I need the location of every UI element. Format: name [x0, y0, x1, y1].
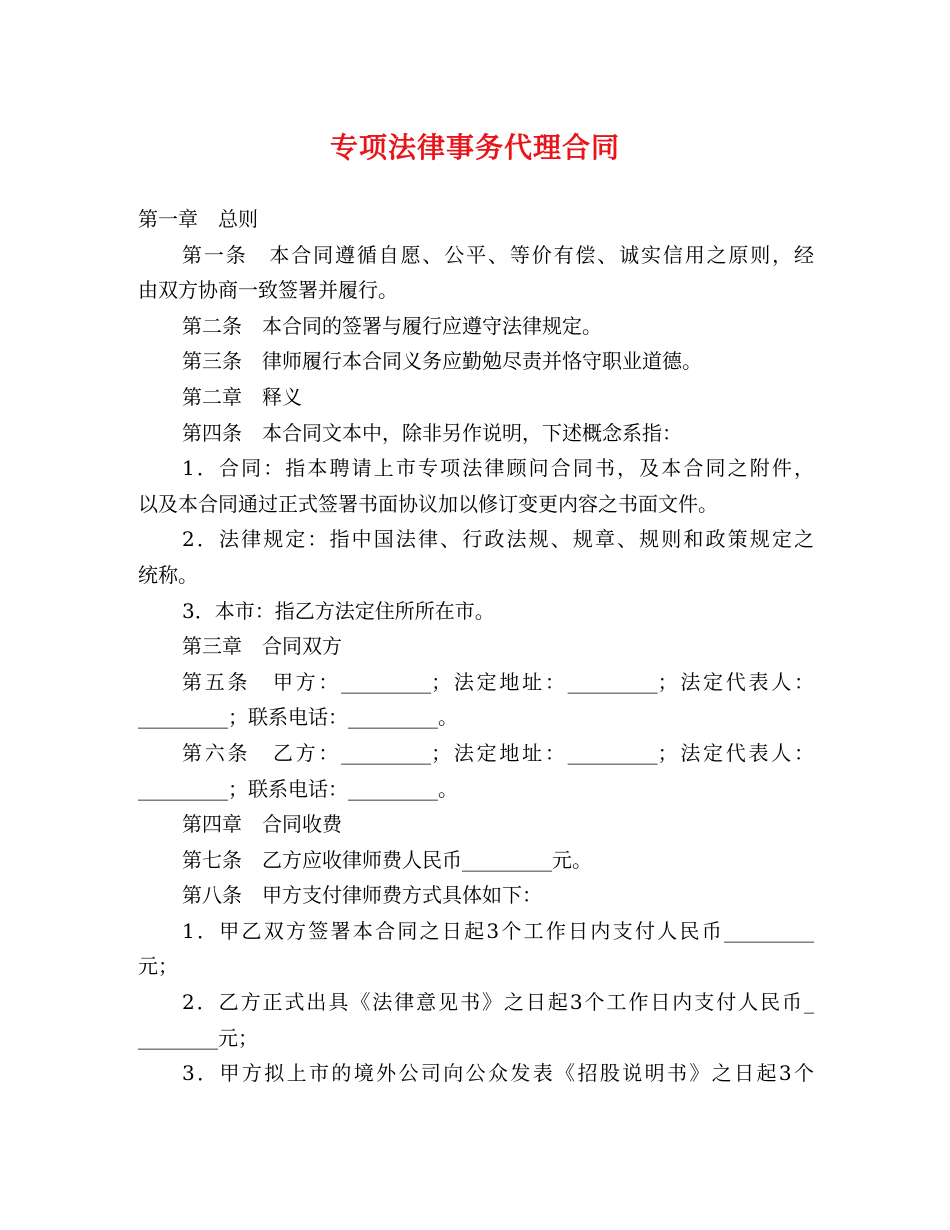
article-paragraph-line: 第一条 本合同遵循自愿、公平、等价有偿、诚实信用之原则，经: [182, 242, 814, 267]
document-body: [138, 202, 814, 1092]
document-title: 专项法律事务代理合同: [329, 131, 620, 164]
definition-paragraph-line: 1．合同：指本聘请上市专项法律顾问合同书，及本合同之附件，: [182, 456, 814, 481]
chapter-heading: 第二章 释义: [182, 384, 302, 409]
article-paragraph-line: 由双方协商一致签署并履行。: [138, 278, 398, 303]
party-b-line: 第六条 乙方：_________；法定地址：_________；法定代表人：: [182, 740, 814, 765]
definition-paragraph-line: 以及本合同通过正式签署书面协议加以修订变更内容之书面文件。: [138, 491, 718, 516]
definition-paragraph-line: 2．法律规定：指中国法律、行政法规、规章、规则和政策规定之: [182, 527, 814, 552]
article-paragraph-line: 第二条 本合同的签署与履行应遵守法律规定。: [182, 313, 602, 338]
definition-paragraph-line: 统称。: [138, 562, 198, 587]
party-a-line: 第五条 甲方：_________；法定地址：_________；法定代表人：: [182, 669, 814, 694]
chapter-heading: 第三章 合同双方: [182, 634, 342, 659]
fee-paragraph-line: 第八条 甲方支付律师费方式具体如下：: [182, 883, 542, 908]
payment-item-line: ________元；: [138, 1025, 258, 1050]
payment-item-line: 2．乙方正式出具《法律意见书》之日起3个工作日内支付人民币_: [182, 990, 814, 1015]
payment-item-line: 1．甲乙双方签署本合同之日起3个工作日内支付人民币_________: [182, 918, 814, 943]
payment-item-line: 元；: [138, 954, 178, 979]
payment-item-line: 3．甲方拟上市的境外公司向公众发表《招股说明书》之日起3个: [182, 1061, 814, 1086]
fee-paragraph-line: 第七条 乙方应收律师费人民币_________元。: [182, 847, 592, 872]
party-a-line: _________；联系电话：_________。: [138, 705, 458, 730]
chapter-heading: 第一章 总则: [138, 207, 258, 231]
chapter-heading: 第四章 合同收费: [182, 812, 342, 837]
definition-paragraph-line: 3．本市：指乙方法定住所所在市。: [182, 598, 495, 623]
article-paragraph-line: 第四条 本合同文本中，除非另作说明，下述概念系指：: [182, 420, 682, 445]
party-b-line: _________；联系电话：_________。: [138, 776, 458, 801]
article-paragraph-line: 第三条 律师履行本合同义务应勤勉尽责并恪守职业道德。: [182, 349, 702, 374]
